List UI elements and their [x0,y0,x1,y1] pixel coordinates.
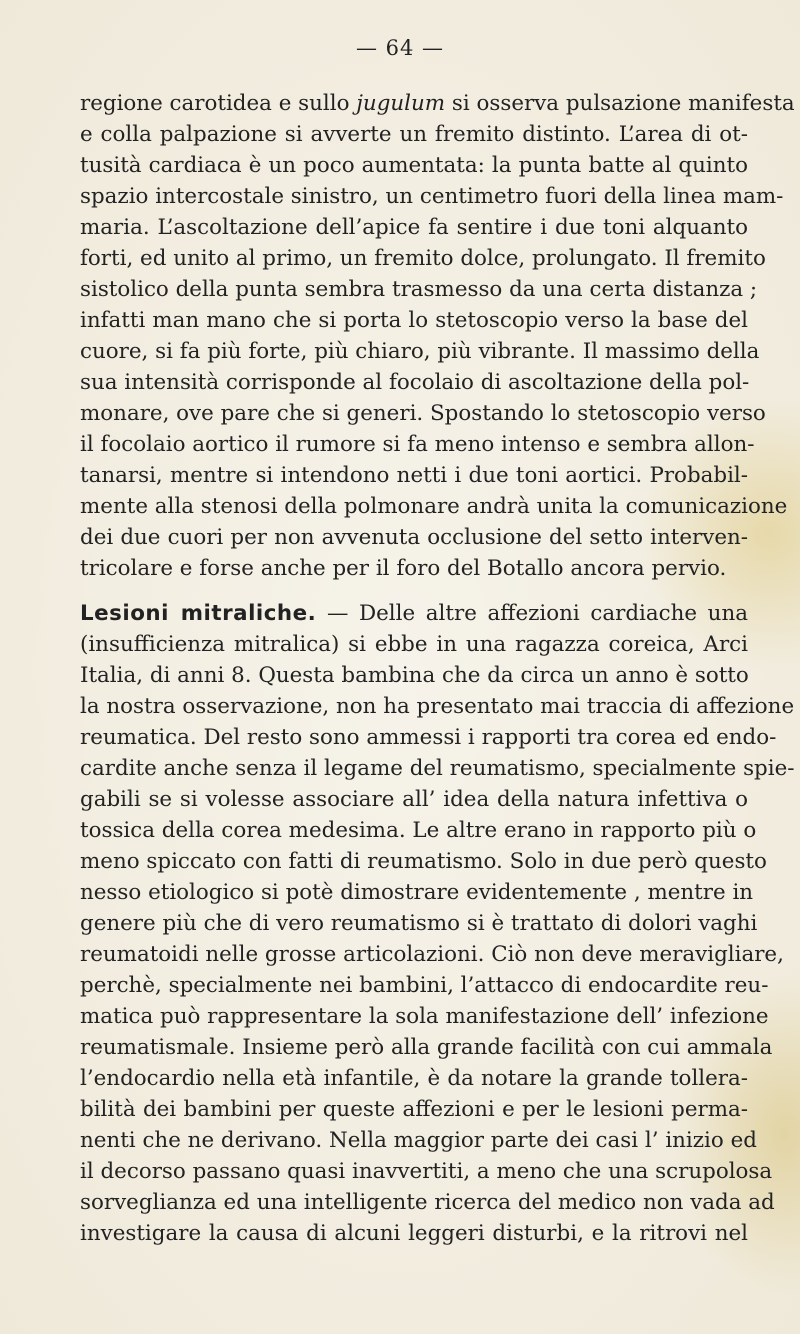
text-line: spazio intercostale sinistro, un centimetro fuori della linea mam- [80,184,784,209]
text-line: investigare la causa di alcuni leggeri disturbi, e la ritrovi nel [80,1221,748,1246]
text-line [80,598,748,629]
text-line: la nostra osservazione, non ha presentato mai traccia di affezione [80,694,795,719]
text-line: infatti man mano che si porta lo stetoscopio verso la base del [80,308,748,333]
page-body [80,88,795,1249]
text-line: (insufficienza mitralica) si ebbe in una ragazza coreica, Arci [80,632,748,657]
text-line: nesso etiologico si potè dimostrare evidentemente , mentre in [80,880,754,905]
text-line: cardite anche senza il legame del reumatismo, specialmente spie- [80,756,795,781]
text-line: genere più che di vero reumatismo si è trattato di dolori vaghi [80,911,758,936]
text-line: maria. L’ascoltazione dell’apice fa sentire i due toni alquanto [80,215,748,240]
text-line: matica può rappresentare la sola manifestazione dell’ infezione [80,1004,769,1029]
text-line: tossica della corea medesima. Le altre erano in rapporto più o [80,818,757,843]
text-line: tricolare e forse anche per il foro del Botallo ancora pervio. [80,556,727,581]
text-line: forti, ed unito al primo, un fremito dolce, prolungato. Il fremito [80,246,766,271]
page-number: — 64 — [355,36,445,60]
text-line: tusità cardiaca è un poco aumentata: la punta batte al quinto [80,153,748,178]
text-line: tanarsi, mentre si intendono netti i due toni aortici. Probabil- [80,463,748,488]
text-line: reumatismale. Insieme però alla grande facilità con cui ammala [80,1035,773,1060]
text-span: si osserva pulsazione manifesta [445,91,795,116]
text-line: cuore, si fa più forte, più chiaro, più vibrante. Il massimo della [80,339,760,364]
paragraph-mitral-lesions [80,598,795,1249]
text-line: perchè, specialmente nei bambini, l’attacco di endocardite reu- [80,973,769,998]
text-line: e colla palpazione si avverte un fremito distinto. L’area di ot- [80,122,748,147]
paragraph-stenosis [80,88,795,584]
text-span: regione carotidea e sullo [80,91,357,116]
text-line: reumatoidi nelle grosse articolazioni. Ciò non deve meravigliare, [80,942,784,967]
text-span: — Delle altre affezioni cardiache una [316,601,748,626]
text-line: sua intensità corrisponde al focolaio di ascoltazione della pol- [80,370,750,395]
text-line [80,88,795,119]
section-heading: Lesioni mitraliche. [80,601,317,626]
text-line: il decorso passano quasi inavvertiti, a meno che una scrupolosa [80,1159,773,1184]
text-line: mente alla stenosi della polmonare andrà unita la comunicazione [80,494,788,519]
text-line: monare, ove pare che si generi. Spostando lo stetoscopio verso [80,401,766,426]
text-line: sorveglianza ed una intelligente ricerca del medico non vada ad [80,1190,775,1215]
text-line: Italia, di anni 8. Questa bambina che da circa un anno è sotto [80,663,749,688]
text-line: reumatica. Del resto sono ammessi i rapporti tra corea ed endo- [80,725,777,750]
text-line: nenti che ne derivano. Nella maggior parte dei casi l’ inizio ed [80,1128,757,1153]
text-line: bilità dei bambini per queste affezioni e per le lesioni perma- [80,1097,748,1122]
text-line: meno spiccato con fatti di reumatismo. Solo in due però questo [80,849,767,874]
text-line: dei due cuori per non avvenuta occlusione del setto interven- [80,525,748,550]
text-line: l’endocardio nella età infantile, è da notare la grande tollera- [80,1066,748,1091]
text-line: il focolaio aortico il rumore si fa meno intenso e sembra allon- [80,432,755,457]
italic-term: jugulum [356,91,446,116]
text-line: gabili se si volesse associare all’ idea della natura infettiva o [80,787,748,812]
text-line: sistolico della punta sembra trasmesso da una certa distanza ; [80,277,758,302]
